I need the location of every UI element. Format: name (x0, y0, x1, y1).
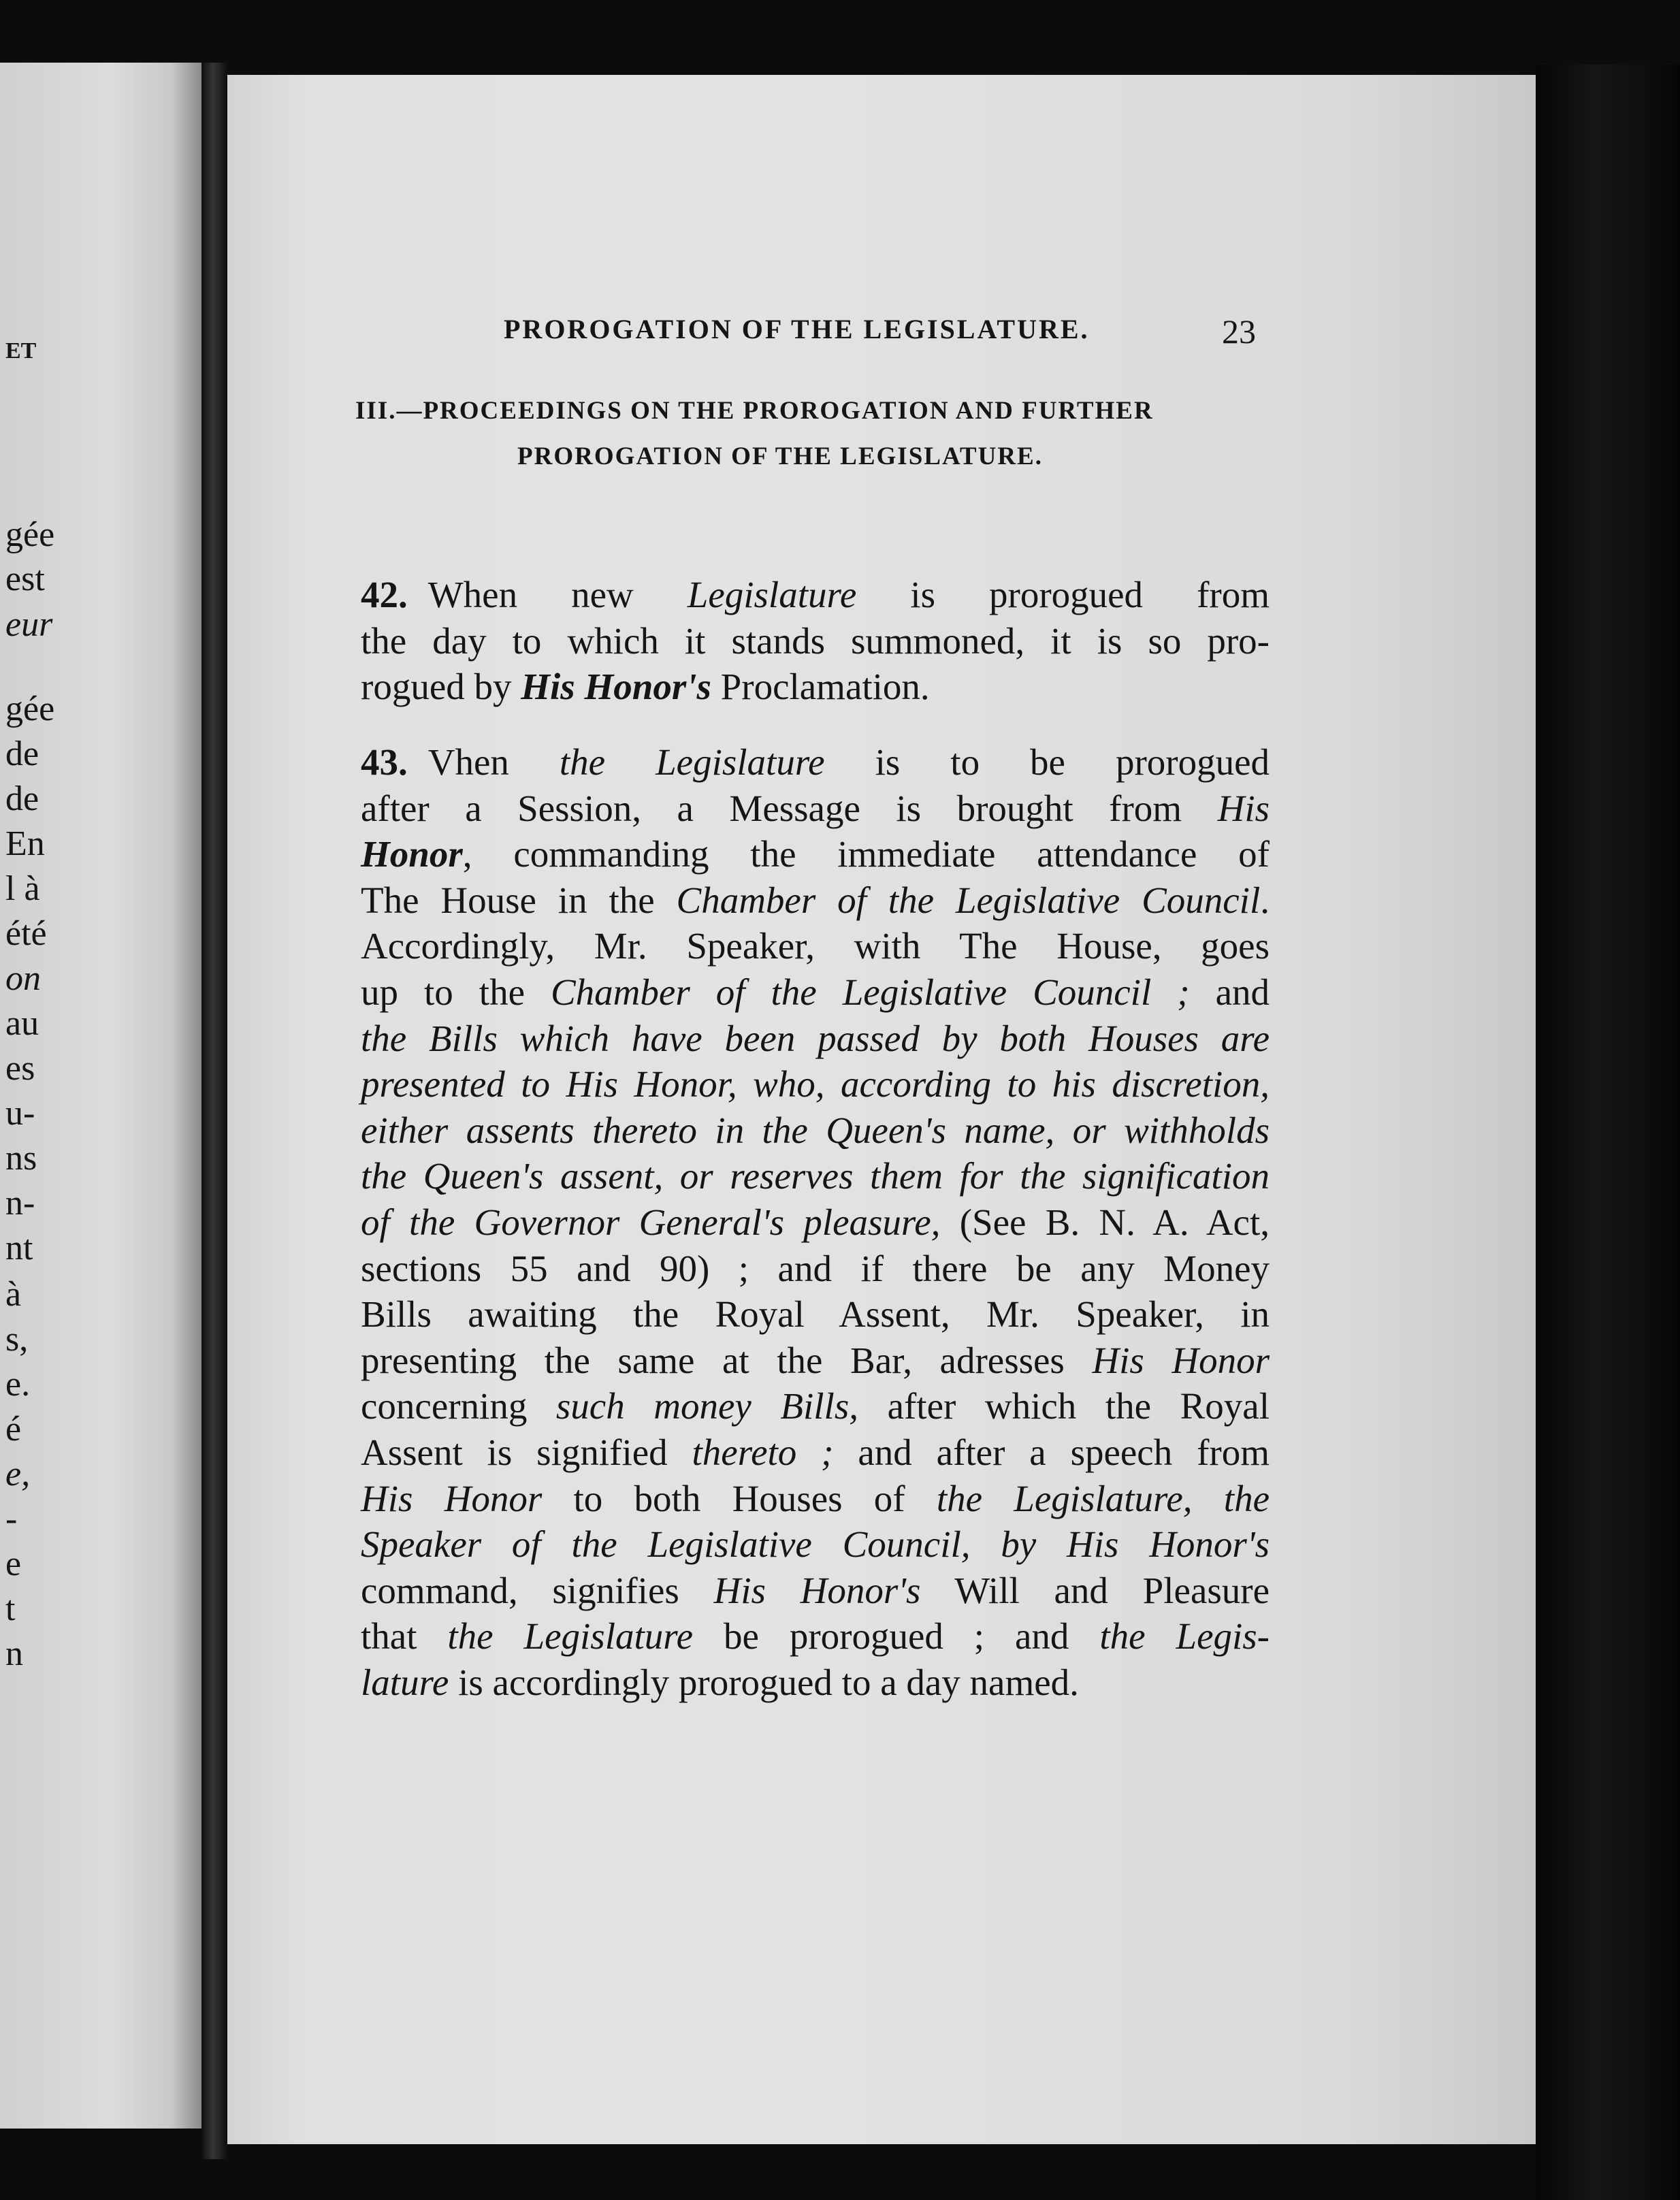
facing-page-fragment: u- (5, 1094, 35, 1133)
text-line: His Honor to both Houses of the Legislature, the (361, 1477, 1270, 1519)
text-line: of the Governor General's pleasure, (See B. N. A. Act, (361, 1201, 1270, 1243)
text-line: Speaker of the Legislative Council, by His Honor's (361, 1523, 1270, 1566)
facing-page-fragment: e, (5, 1455, 31, 1493)
text-line: the Bills which have been passed by both Houses are (361, 1017, 1270, 1059)
facing-page (0, 63, 201, 2129)
running-head: PROROGATION OF THE LEGISLATURE. (504, 314, 1090, 344)
facing-page-fragment: ns (5, 1139, 37, 1178)
facing-page-fragment: nt (5, 1229, 33, 1267)
facing-page-fragment: gée (5, 690, 55, 728)
section-heading-continued: PROROGATION OF THE LEGISLATURE. (517, 442, 1043, 470)
text-line: sections 55 and 90) ; and if there be any Money (361, 1247, 1270, 1289)
facing-page-fragment: n- (5, 1184, 35, 1223)
text-line: after a Session, a Message is brought from His (361, 787, 1270, 829)
facing-page-fragment: de (5, 734, 39, 773)
paragraph-43 (361, 739, 1270, 1705)
page-number: 23 (1222, 312, 1256, 351)
facing-page-fragment: au (5, 1004, 39, 1043)
text-line: 43. Vhen the Legislature is to be prorogued (361, 741, 1270, 783)
text-line: the Queen's assent, or reserves them for the signification (361, 1155, 1270, 1197)
text-line: either assents thereto in the Queen's name, or withholds (361, 1109, 1270, 1151)
paragraph-number: 42. (361, 574, 408, 615)
section-heading: III.—PROCEEDINGS ON THE PROROGATION AND FURTHER (355, 397, 1154, 425)
facing-page-fragment: é (5, 1410, 22, 1449)
text-line: the day to which it stands summoned, it is so pro- (361, 619, 1270, 662)
scan-border (1536, 65, 1680, 2200)
text-line: 42. When new Legislature is prorogued from (361, 574, 1270, 615)
text-line: Assent is signified thereto ; and after a speech from (361, 1431, 1270, 1473)
facing-page-fragment: est (5, 560, 45, 598)
facing-page-fragment: été (5, 914, 47, 953)
text-line: The House in the Chamber of the Legislative Council. (361, 879, 1270, 921)
text-line: rogued by His Honor's Proclamation. (361, 666, 930, 708)
facing-page-fragment: es (5, 1049, 35, 1088)
facing-page-fragment: gée (5, 515, 55, 554)
binding-gutter (201, 63, 227, 2159)
facing-page-fragment: En (5, 824, 45, 863)
facing-page-fragment: - (5, 1500, 18, 1538)
paragraph-number: 43. (361, 741, 408, 783)
facing-page-fragment: n (5, 1634, 23, 1673)
text-line: concerning such money Bills, after which the Royal (361, 1385, 1270, 1427)
facing-page-fragment: s, (5, 1320, 29, 1359)
facing-page-fragment: e. (5, 1365, 31, 1404)
text-line: Honor, commanding the immediate attendance of (361, 833, 1270, 875)
facing-page-fragment: de (5, 779, 39, 818)
facing-page-header-fragment: ET (5, 338, 37, 363)
facing-page-fragment: t (5, 1589, 16, 1628)
text-line: that the Legislature be prorogued ; and the Legis- (361, 1615, 1270, 1657)
facing-page-fragment: e (5, 1544, 22, 1583)
facing-page-fragment: eur (5, 605, 53, 644)
text-line: lature is accordingly prorogued to a day named. (361, 1661, 1079, 1703)
text-line: Accordingly, Mr. Speaker, with The House, goes (361, 925, 1270, 967)
text-line: Bills awaiting the Royal Assent, Mr. Speaker, in (361, 1293, 1270, 1336)
text-line: command, signifies His Honor's Will and Pleasure (361, 1569, 1270, 1611)
facing-page-fragment: à (5, 1275, 22, 1314)
text-line: up to the Chamber of the Legislative Council ; and (361, 971, 1270, 1013)
paragraph-42 (361, 572, 1270, 710)
text-line: presenting the same at the Bar, adresses His Honor (361, 1339, 1270, 1381)
facing-page-fragment: on (5, 959, 41, 998)
text-line: presented to His Honor, who, according to his discretion, (361, 1063, 1270, 1105)
facing-page-fragment: l à (5, 869, 40, 908)
